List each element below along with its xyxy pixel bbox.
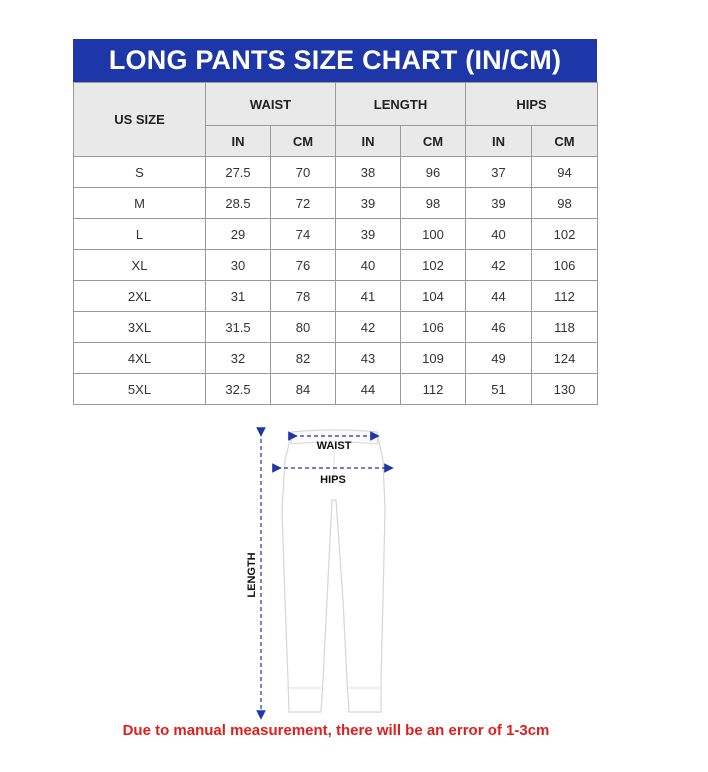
- waist-header: WAIST: [206, 83, 336, 126]
- measurement-cell: 70: [271, 157, 336, 188]
- size-cell: 4XL: [74, 343, 206, 374]
- measurement-cell: 130: [532, 374, 598, 405]
- measurement-cell: 84: [271, 374, 336, 405]
- chart-title: LONG PANTS SIZE CHART (IN/CM): [73, 39, 597, 82]
- measurement-cell: 29: [206, 219, 271, 250]
- measurement-cell: 42: [336, 312, 401, 343]
- table-row: [74, 250, 598, 281]
- size-table: [73, 82, 598, 405]
- measurement-note: Due to manual measurement, there will be an error of 1-3cm: [122, 722, 550, 739]
- measurement-cell: 39: [336, 219, 401, 250]
- measurement-cell: 41: [336, 281, 401, 312]
- measurement-cell: 82: [271, 343, 336, 374]
- measurement-cell: 31.5: [206, 312, 271, 343]
- measurement-cell: 76: [271, 250, 336, 281]
- unit-header: IN: [336, 126, 401, 157]
- size-cell: L: [74, 219, 206, 250]
- size-cell: S: [74, 157, 206, 188]
- measurement-cell: 51: [466, 374, 532, 405]
- measurement-cell: 102: [401, 250, 466, 281]
- measurement-cell: 46: [466, 312, 532, 343]
- measurement-cell: 98: [401, 188, 466, 219]
- measurement-cell: 31: [206, 281, 271, 312]
- measurement-cell: 30: [206, 250, 271, 281]
- measurement-cell: 104: [401, 281, 466, 312]
- us-size-header: US SIZE: [74, 83, 206, 157]
- measurement-cell: 28.5: [206, 188, 271, 219]
- measurement-cell: 109: [401, 343, 466, 374]
- measurement-cell: 100: [401, 219, 466, 250]
- measurement-cell: 112: [401, 374, 466, 405]
- size-chart: [73, 39, 597, 405]
- measurement-cell: 98: [532, 188, 598, 219]
- measurement-cell: 44: [466, 281, 532, 312]
- measurement-cell: 106: [401, 312, 466, 343]
- size-cell: M: [74, 188, 206, 219]
- measurement-cell: 42: [466, 250, 532, 281]
- measurement-cell: 38: [336, 157, 401, 188]
- size-cell: 2XL: [74, 281, 206, 312]
- measurement-cell: 78: [271, 281, 336, 312]
- measurement-cell: 118: [532, 312, 598, 343]
- measurement-cell: 40: [336, 250, 401, 281]
- length-label: LENGTH: [246, 552, 258, 598]
- table-row: [74, 157, 598, 188]
- table-row: [74, 374, 598, 405]
- pants-illustration: [235, 420, 415, 725]
- measurement-cell: 37: [466, 157, 532, 188]
- measurement-cell: 39: [466, 188, 532, 219]
- measurement-cell: 40: [466, 219, 532, 250]
- measurement-cell: 44: [336, 374, 401, 405]
- measurement-cell: 39: [336, 188, 401, 219]
- measurement-cell: 124: [532, 343, 598, 374]
- measurement-cell: 43: [336, 343, 401, 374]
- size-cell: 5XL: [74, 374, 206, 405]
- waist-label: WAIST: [316, 440, 352, 452]
- unit-header: CM: [532, 126, 598, 157]
- unit-header: CM: [401, 126, 466, 157]
- unit-header: IN: [466, 126, 532, 157]
- table-row: [74, 312, 598, 343]
- table-row: [74, 281, 598, 312]
- measurement-cell: 80: [271, 312, 336, 343]
- measurement-cell: 96: [401, 157, 466, 188]
- measurement-cell: 94: [532, 157, 598, 188]
- measurement-cell: 72: [271, 188, 336, 219]
- measurement-cell: 32: [206, 343, 271, 374]
- table-row: [74, 188, 598, 219]
- size-cell: 3XL: [74, 312, 206, 343]
- unit-header: IN: [206, 126, 271, 157]
- measurement-cell: 74: [271, 219, 336, 250]
- pants-icon: [282, 430, 385, 712]
- length-header: LENGTH: [336, 83, 466, 126]
- measurement-cell: 102: [532, 219, 598, 250]
- measurement-cell: 106: [532, 250, 598, 281]
- measurement-cell: 27.5: [206, 157, 271, 188]
- size-cell: XL: [74, 250, 206, 281]
- table-row: [74, 219, 598, 250]
- measurement-cell: 112: [532, 281, 598, 312]
- table-row: [74, 343, 598, 374]
- hips-header: HIPS: [466, 83, 598, 126]
- measurement-cell: 49: [466, 343, 532, 374]
- measurement-cell: 32.5: [206, 374, 271, 405]
- size-rows: [74, 157, 598, 405]
- unit-header: CM: [271, 126, 336, 157]
- hips-label: HIPS: [320, 474, 346, 486]
